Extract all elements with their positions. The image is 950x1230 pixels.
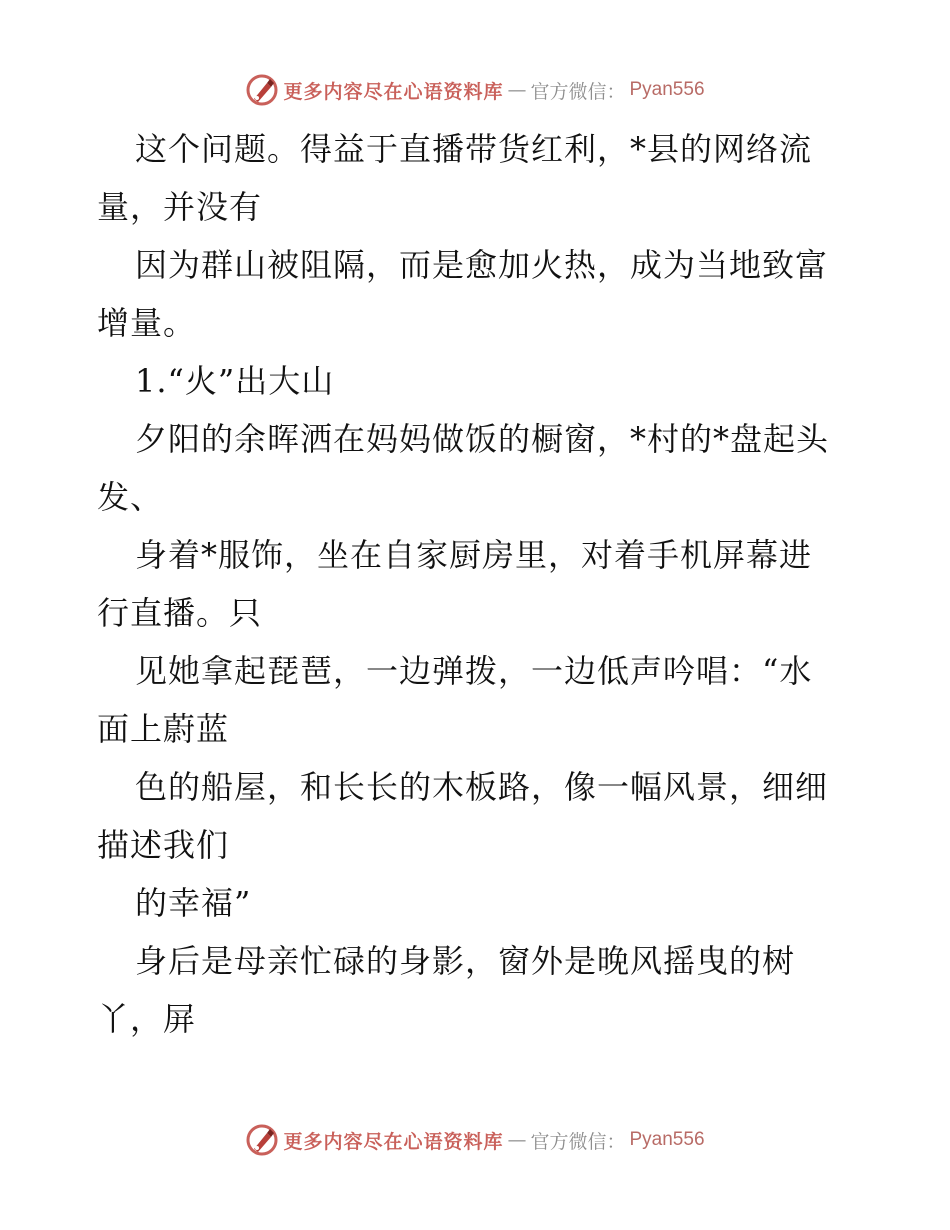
watermark-content: [245, 1123, 704, 1157]
text-line: 因为群山被阻隔，而是愈加火热，成为当地致富: [135, 246, 829, 284]
footer-watermark: [0, 1120, 950, 1160]
watermark-dash: —: [507, 1129, 527, 1151]
watermark-dash: —: [507, 79, 527, 101]
text-line: 夕阳的余晖洒在妈妈做饭的橱窗，*村的*盘起头: [135, 420, 830, 458]
text-line: 增量。: [97, 304, 197, 342]
document-body: [97, 120, 867, 1048]
text-line: 身着*服饰，坐在自家厨房里，对着手机屏幕进: [135, 536, 813, 574]
watermark-content: [245, 73, 704, 107]
text-line: 色的船屋，和长长的木板路，像一幅风景，细细: [135, 768, 829, 806]
header-watermark: [0, 70, 950, 110]
watermark-brand: 更多内容尽在心语资料库: [283, 1130, 504, 1153]
text-line: 发、: [97, 478, 164, 516]
watermark-wechat-id: Pyan556: [629, 1129, 705, 1150]
watermark-brand: 更多内容尽在心语资料库: [283, 80, 504, 103]
section-heading: 1.“火”出大山: [135, 362, 335, 400]
watermark-wechat-label: 官方微信：: [530, 1130, 626, 1153]
text-line: 的幸福”: [135, 884, 252, 922]
text-line: 这个问题。得益于直播带货红利，*县的网络流: [135, 130, 813, 168]
text-line: 行直播。只: [97, 594, 263, 632]
pen-logo-icon: [245, 1123, 279, 1157]
text-line: 见她拿起琵琶，一边弹拨，一边低声吟唱：“水: [135, 652, 813, 690]
watermark-wechat-label: 官方微信：: [530, 80, 626, 103]
text-line: 量，并没有: [97, 188, 263, 226]
text-line: 丫，屏: [97, 1000, 197, 1038]
pen-logo-icon: [245, 73, 279, 107]
text-line: 面上蔚蓝: [97, 710, 230, 748]
text-line: 身后是母亲忙碌的身影，窗外是晚风摇曳的树: [135, 942, 796, 980]
watermark-wechat-id: Pyan556: [629, 79, 705, 100]
text-line: 描述我们: [97, 826, 230, 864]
